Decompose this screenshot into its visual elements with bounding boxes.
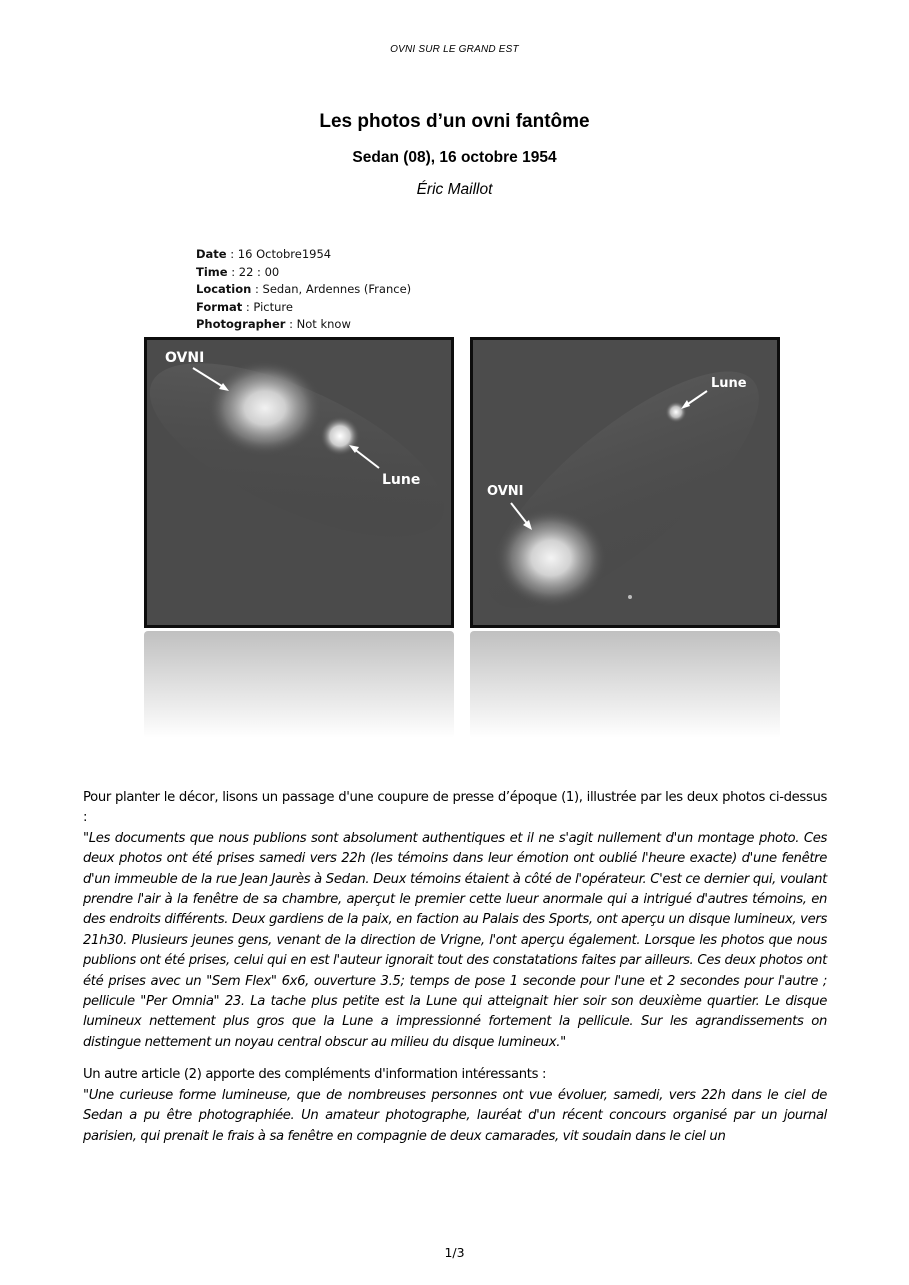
ovni-label: OVNI	[487, 484, 524, 499]
metadata-row-time: Time : 22 : 00	[196, 264, 280, 279]
ufo-glow	[495, 508, 607, 608]
article-title: Les photos d’un ovni fantôme	[319, 111, 590, 132]
photo-reflection-right	[470, 631, 780, 738]
photo-reflection-left	[144, 631, 454, 738]
article-subtitle: Sedan (08), 16 octobre 1954	[352, 149, 557, 166]
paragraph-2-intro: Un autre article (2) apporte des compléments d'information intéressants :	[83, 1067, 547, 1083]
metadata-row-format: Format : Picture	[196, 299, 293, 314]
paragraph-1	[83, 788, 827, 1053]
moon-label: Lune	[711, 376, 747, 391]
photo-metadata	[196, 246, 411, 334]
ovni-label: OVNI	[165, 350, 205, 366]
metadata-row-photographer: Photographer : Not know	[196, 317, 351, 331]
paragraph-2	[83, 1065, 827, 1147]
ufo-photo-left	[144, 337, 454, 628]
moon-glow	[665, 401, 687, 423]
ufo-photo-right	[470, 337, 780, 628]
metadata-row-date: Date : 16 Octobre1954	[196, 247, 332, 261]
running-header: OVNI SUR LE GRAND EST	[390, 44, 519, 55]
moon-label: Lune	[382, 472, 421, 488]
paragraph-1-quote: "Les documents que nous publions sont absolument authentiques et il ne s'agit nullement d'un montage photo. Ces deux photos ont été prises samedi vers 22h (les témoins dans leur émotion ont oublié l'heure exacte) d'une fenêtre d'un immeuble de la rue Jean Jaurès à Sedan. Deux témoins étaient à côté de l'opérateur. C'est ce dernier qui, voulant prendre l'air à la fenêtre de sa chambre, aperçut le premier cette lueur anormale qui a intrigué d'autres témoins, en des endroits différents. Deux gardiens de la paix, en faction au Palais des Sports, ont aperçu un disque lumineux, vers 21h30. Plusieurs jeunes gens, venant de la direction de Vrigne, l'ont aperçu également. Lorsque les photos que nous publions ont été prises, celui qui en est l'auteur ignorait tout des constatations faites par ailleurs. Ces deux photos ont été prises avec un "Sem Flex" 6x6, ouverture 3.5; temps de pose 1 seconde pour l'une et 2 secondes pour l'autre ; pellicule "Per Omnia" 23. La tache plus petite est la Lune qui atteignait hier soir son deuxième quartier. Le disque lumineux nettement plus gros que la Lune a impressionné fortement la pellicule. Sur les agrandissements on distingue nettement un noyau central obscur au milieu du disque lumineux."	[83, 830, 827, 1050]
paragraph-2-quote: "Une curieuse forme lumineuse, que de nombreuses personnes ont vue évoluer, samedi, vers 22h dans le ciel de Sedan a pu être photographiée. Un amateur photographe, lauréat d'un récent concours organisé par un journal parisien, qui prenait le frais à sa fenêtre en compagnie de deux camarades, vit soudain dans le ciel un	[83, 1087, 827, 1144]
page-number: 1/3	[444, 1245, 465, 1260]
metadata-row-location: Location : Sedan, Ardennes (France)	[196, 282, 412, 296]
article-author: Éric Maillot	[416, 181, 493, 198]
paragraph-1-intro: Pour planter le décor, lisons un passage d'une coupure de presse d’époque (1), illustrée par les deux photos ci-dessus :	[83, 790, 827, 826]
article-body	[83, 788, 827, 1159]
ufo-glow	[207, 360, 323, 456]
photo-figure	[140, 238, 768, 738]
